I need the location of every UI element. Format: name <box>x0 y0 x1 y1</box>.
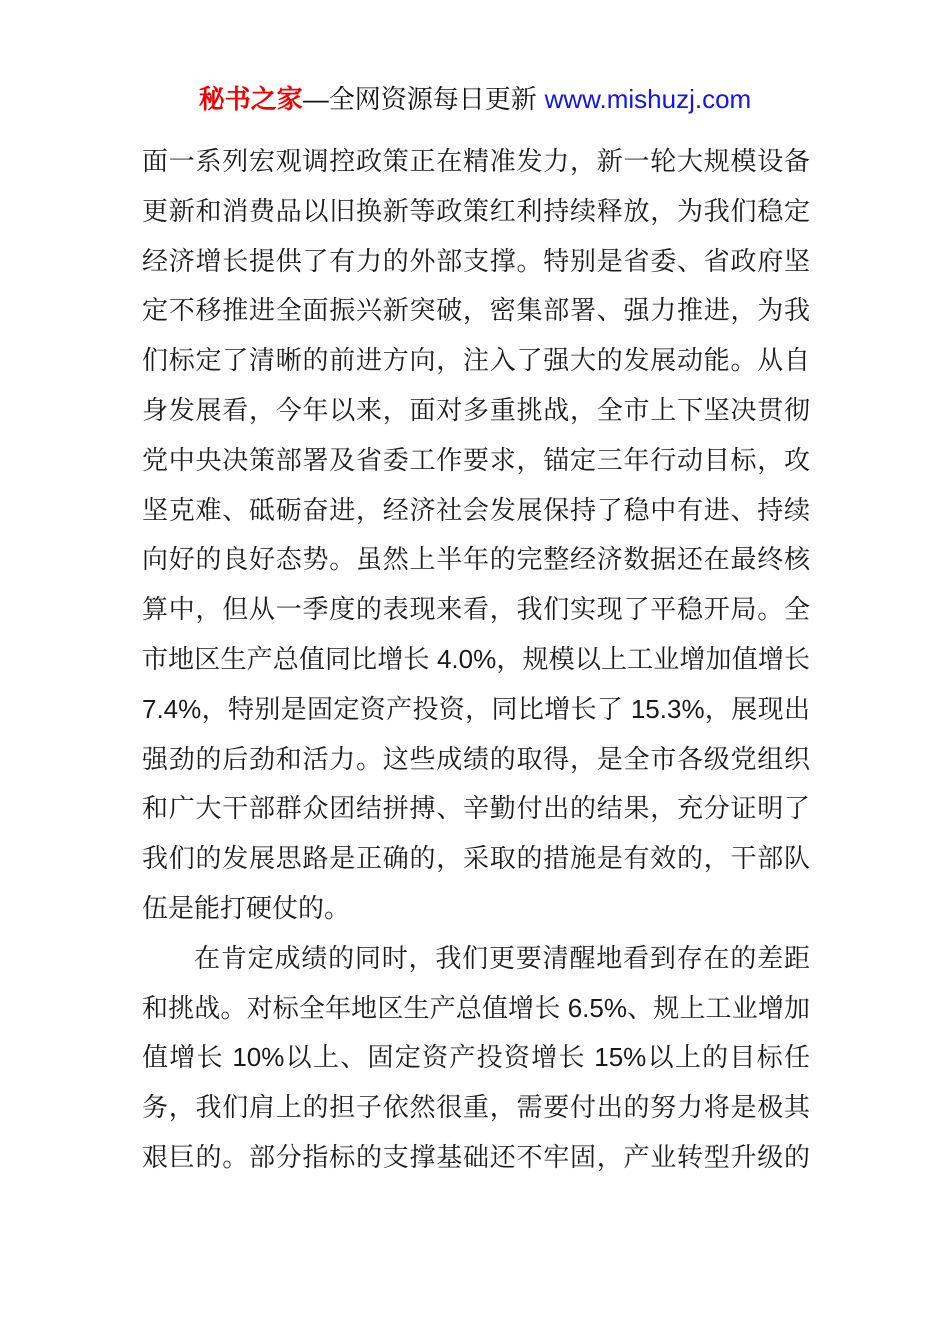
text-line: 党中央决策部署及省委工作要求，锚定三年行动目标，攻 <box>142 444 810 475</box>
text-line: 务，我们肩上的担子依然很重，需要付出的努力将是极其 <box>142 1092 810 1123</box>
text-line: 和挑战。对标全年地区生产总值增长 6.5%、规上工业增加 <box>142 992 810 1023</box>
text-line: 在肯定成绩的同时，我们更要清醒地看到存在的差距 <box>194 942 810 973</box>
text-line: 艰巨的。部分指标的支撑基础还不牢固，产业转型升级的 <box>142 1141 810 1172</box>
text-line: 值增长 10%以上、固定资产投资增长 15%以上的目标任 <box>142 1042 810 1073</box>
text-line: 定不移推进全面振兴新突破，密集部署、强力推进，为我 <box>142 295 810 326</box>
paragraph <box>142 137 810 934</box>
document-body <box>142 137 810 1183</box>
site-tagline: —全网资源每日更新 <box>302 84 537 114</box>
text-line: 7.4%，特别是固定资产投资，同比增长了 15.3%，展现出 <box>142 693 810 724</box>
site-url-link[interactable]: www.mishuzj.com <box>544 84 752 114</box>
text-line: 们标定了清晰的前进方向，注入了强大的发展动能。从自 <box>142 345 810 376</box>
text-line: 市地区生产总值同比增长 4.0%，规模以上工业增加值增长 <box>142 643 810 674</box>
text-line: 算中，但从一季度的表现来看，我们实现了平稳开局。全 <box>142 594 810 625</box>
text-line: 面一系列宏观调控政策正在精准发力，新一轮大规模设备 <box>142 146 810 176</box>
text-line: 强劲的后劲和活力。这些成绩的取得，是全市各级党组织 <box>142 743 810 774</box>
text-line: 身发展看，今年以来，面对多重挑战，全市上下坚决贯彻 <box>142 394 810 425</box>
text-line: 更新和消费品以旧换新等政策红利持续释放，为我们稳定 <box>142 195 810 226</box>
page-header <box>0 80 950 118</box>
text-line: 经济增长提供了有力的外部支撑。特别是省委、省政府坚 <box>142 245 810 276</box>
text-line: 向好的良好态势。虽然上半年的完整经济数据还在最终核 <box>142 544 810 575</box>
text-line: 伍是能打硬仗的。 <box>142 892 351 923</box>
text-line: 我们的发展思路是正确的，采取的措施是有效的，干部队 <box>142 843 810 874</box>
paragraph <box>142 934 810 1183</box>
text-line: 坚克难、砥砺奋进，经济社会发展保持了稳中有进、持续 <box>142 494 810 525</box>
site-brand: 秘书之家 <box>198 84 303 114</box>
text-line: 和广大干部群众团结拼搏、辛勤付出的结果，充分证明了 <box>142 793 810 824</box>
